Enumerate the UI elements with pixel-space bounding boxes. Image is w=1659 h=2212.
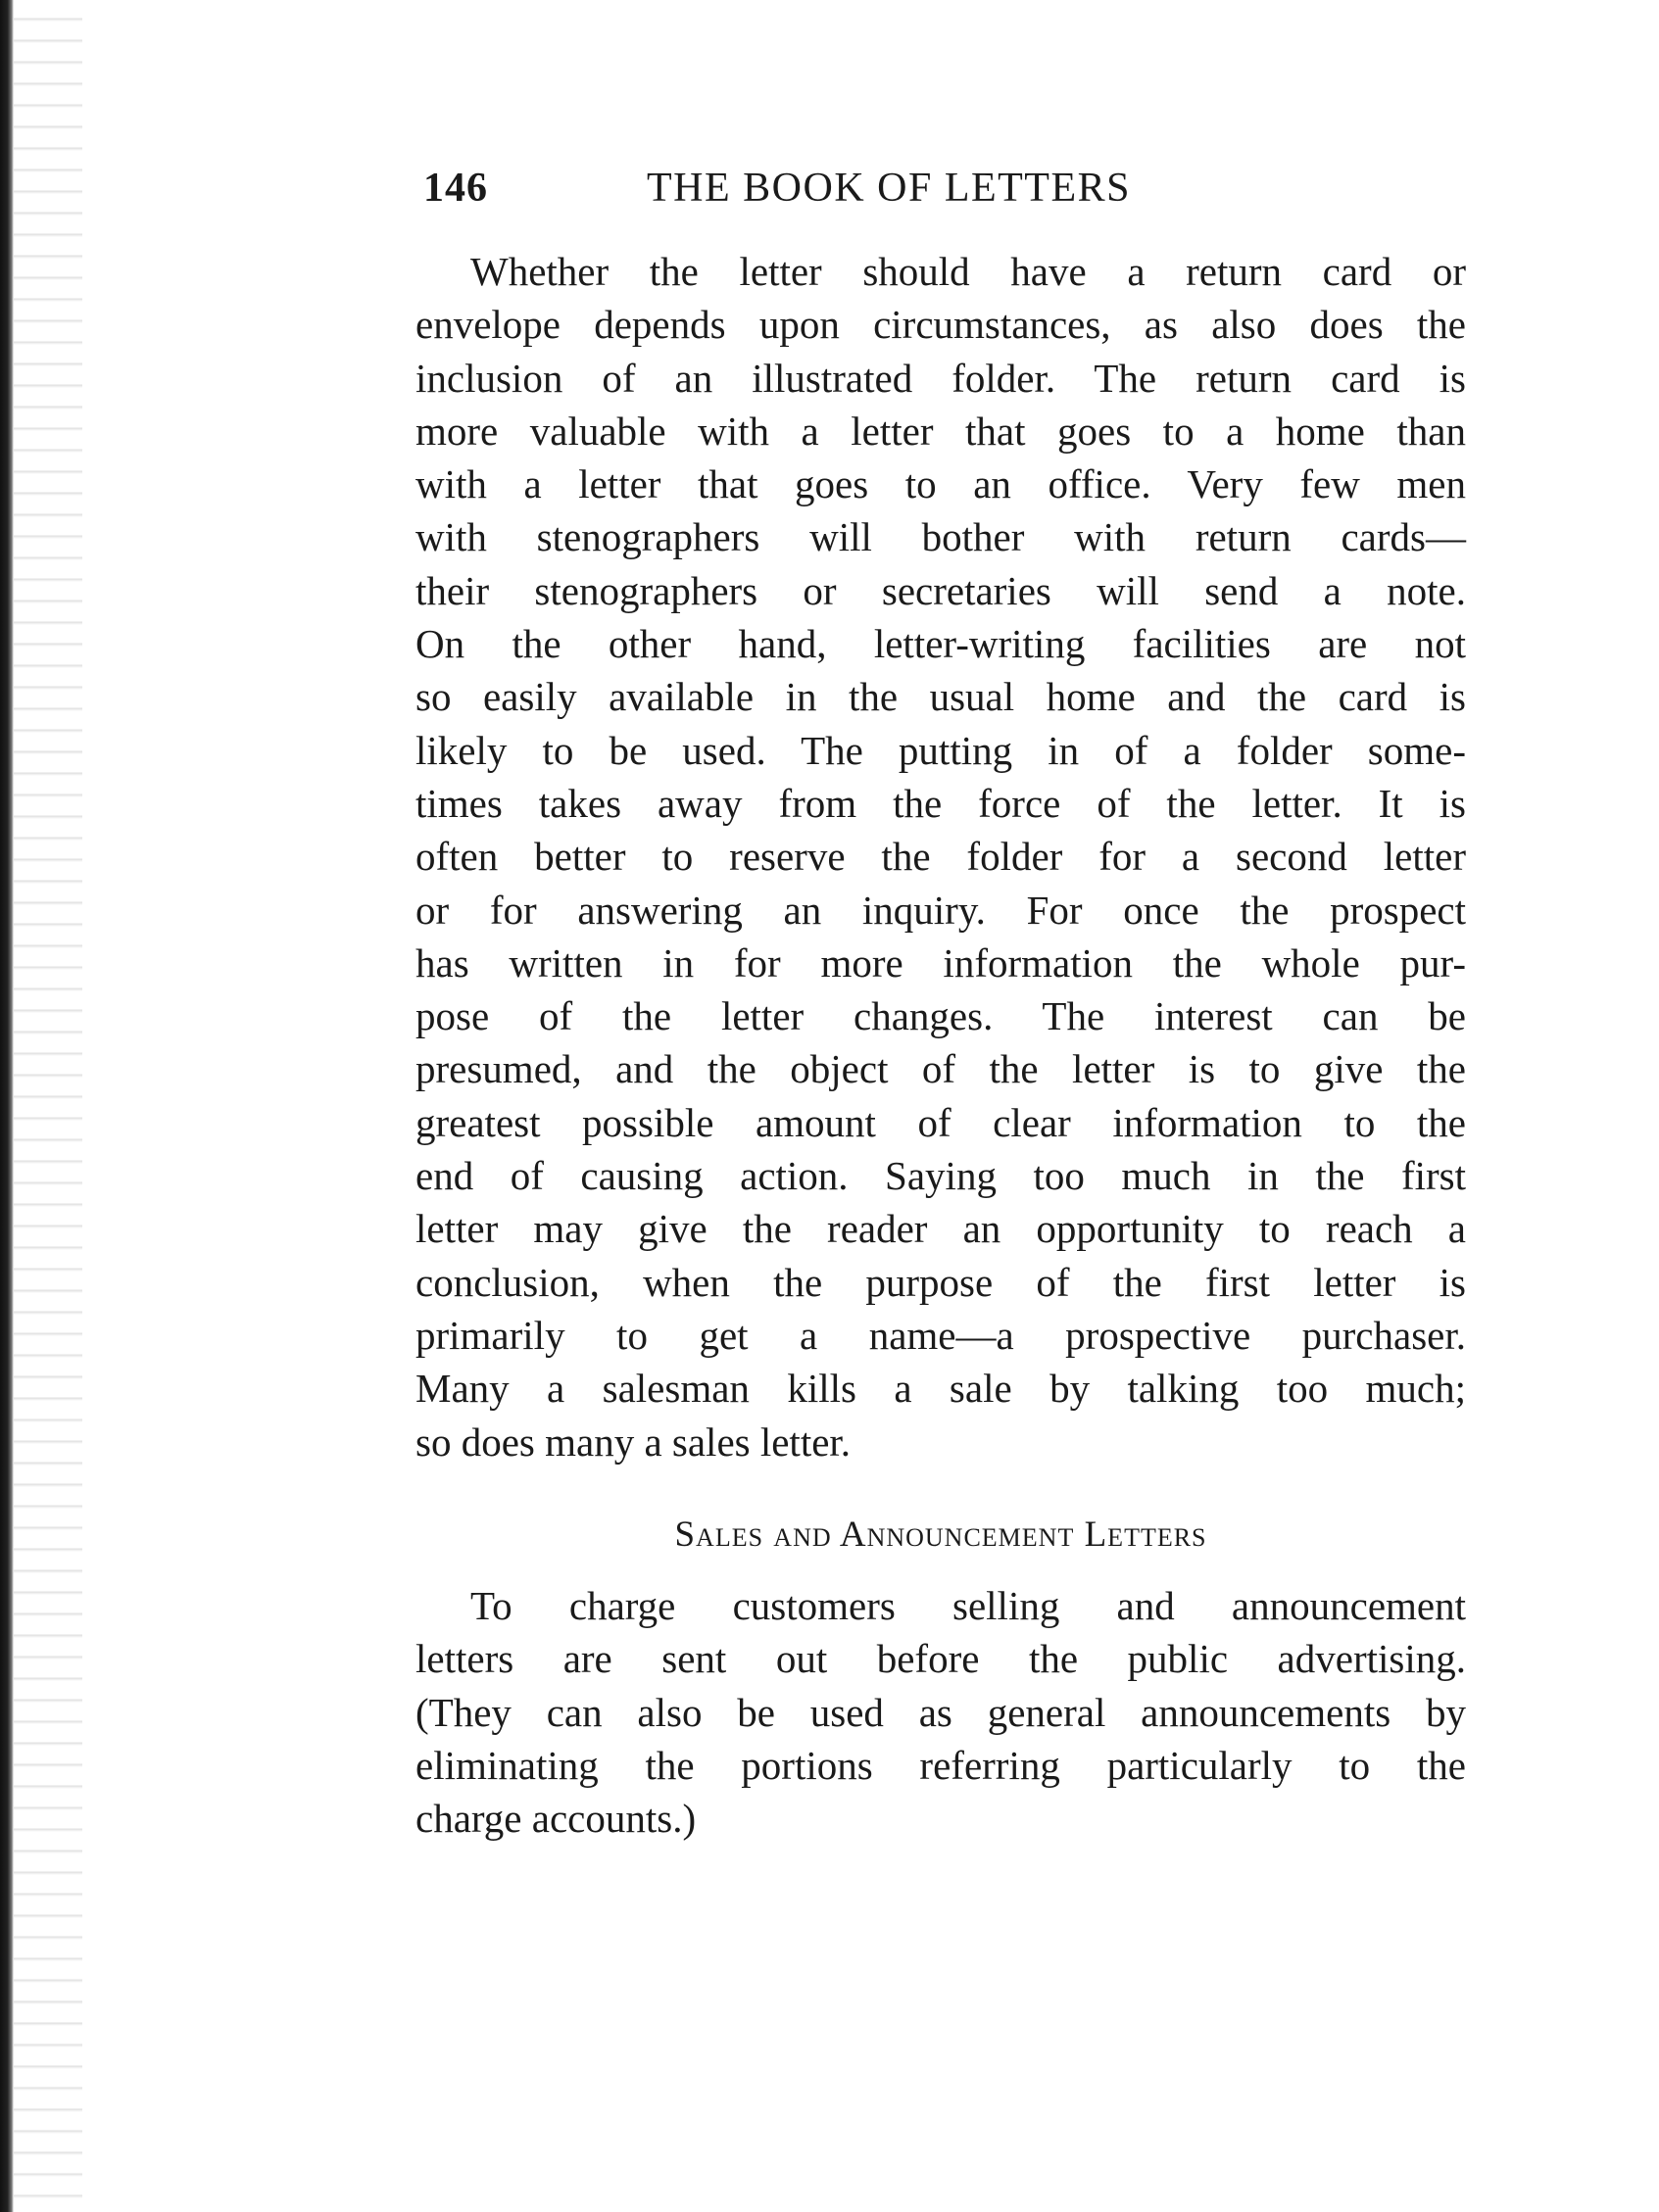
text-line: with a letter that goes to an office. Very few men <box>415 461 1466 507</box>
text-line: conclusion, when the purpose of the first letter is <box>415 1259 1466 1305</box>
text-line: times takes away from the force of the letter. It is <box>415 780 1466 826</box>
text-line: more valuable with a letter that goes to a home than <box>415 408 1466 454</box>
text-line: their stenographers or secretaries will send a note. <box>415 567 1466 613</box>
text-line: so does many a sales letter. <box>415 1419 852 1465</box>
text-line: end of causing action. Saying too much in the first <box>415 1153 1466 1199</box>
text-line: Many a salesman kills a sale by talking too much; <box>415 1366 1466 1412</box>
text-line: letter may give the reader an opportunity to reach a <box>415 1206 1466 1252</box>
text-line: pose of the letter changes. The interest can be <box>415 993 1466 1039</box>
paragraph-1 <box>415 245 1466 1468</box>
book-binding-edge <box>0 0 14 2212</box>
text-line: or for answering an inquiry. For once the prospect <box>415 887 1466 933</box>
text-line: inclusion of an illustrated folder. The return card is <box>415 355 1466 401</box>
page-number: 146 <box>423 166 488 211</box>
page-header <box>423 165 1464 233</box>
text-line: envelope depends upon circumstances, as also does the <box>415 302 1466 348</box>
text-line: Whether the letter should have a return card or <box>470 249 1466 294</box>
binding-shadow <box>14 0 82 2212</box>
text-line: has written in for more information the whole pur- <box>415 939 1466 986</box>
text-line: (They can also be used as general announcements by <box>415 1689 1466 1735</box>
text-line: likely to be used. The putting in of a folder some- <box>415 727 1466 773</box>
text-line: greatest possible amount of clear information to the <box>415 1099 1466 1145</box>
text-line: with stenographers will bother with return cards— <box>415 514 1466 560</box>
text-line: eliminating the portions referring particularly to the <box>415 1742 1466 1788</box>
text-line: To charge customers selling and announcement <box>470 1583 1466 1628</box>
running-title: THE BOOK OF LETTERS <box>647 166 1131 211</box>
section-heading: Sales and Announcement Letters <box>674 1515 1207 1555</box>
text-line: letters are sent out before the public advertising. <box>415 1636 1466 1682</box>
text-line: so easily available in the usual home and the card is <box>415 674 1466 720</box>
text-line: primarily to get a name—a prospective purchaser. <box>415 1312 1466 1358</box>
text-line: charge accounts.) <box>415 1796 697 1842</box>
text-line: On the other hand, letter-writing facilities are not <box>415 621 1466 667</box>
text-line: presumed, and the object of the letter is to give the <box>415 1046 1466 1092</box>
text-line: often better to reserve the folder for a second letter <box>415 834 1466 880</box>
paragraph-2 <box>415 1579 1466 1845</box>
